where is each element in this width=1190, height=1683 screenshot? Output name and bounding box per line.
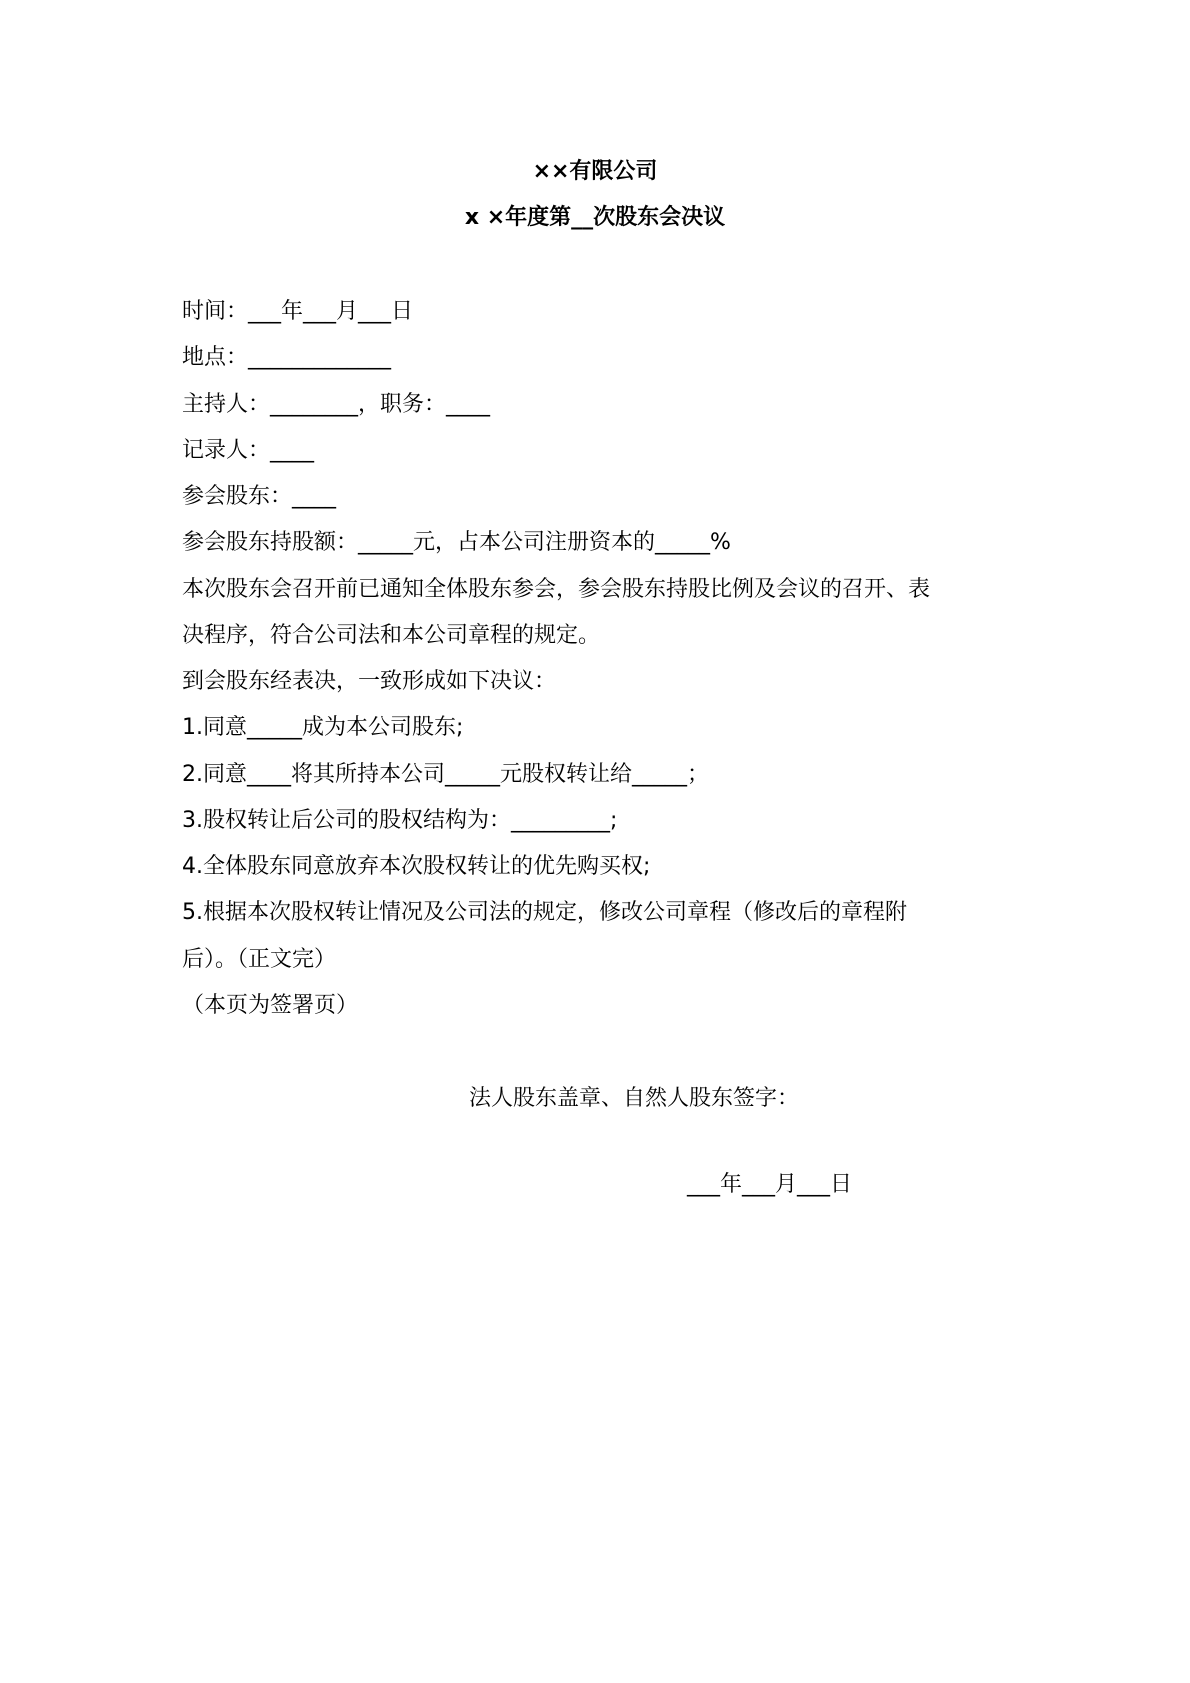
signature-label: 法人股东盖章、自然人股东签字： [469, 1086, 800, 1111]
attending-shareholders-line: 参会股东：____ [182, 484, 337, 509]
notice-paragraph-line-2: 决程序，符合公司法和本公司章程的规定。 [182, 623, 601, 648]
signature-page-note: （本页为签署页） [182, 993, 359, 1018]
recorder-line: 记录人：____ [182, 438, 315, 463]
signature-date: ___年___月___日 [687, 1172, 853, 1197]
resolution-item-3: 3.股权转让后公司的股权结构为：_________; [182, 808, 618, 833]
resolution-item-1: 1.同意_____成为本公司股东; [182, 715, 464, 740]
resolution-item-4: 4.全体股东同意放弃本次股权转让的优先购买权; [182, 854, 651, 879]
vote-intro-line: 到会股东经表决，一致形成如下决议： [182, 669, 557, 694]
resolution-item-2: 2.同意____将其所持本公司_____元股权转让给_____； [182, 762, 709, 787]
notice-paragraph-line-1: 本次股东会召开前已通知全体股东参会，参会股东持股比例及会议的召开、表 [182, 577, 931, 602]
resolution-item-5-line-2: 后）。（正文完） [182, 947, 337, 972]
resolution-item-5-line-1: 5.根据本次股权转让情况及公司法的规定，修改公司章程（修改后的章程附 [182, 900, 907, 925]
meeting-time-line: 时间：___年___月___日 [182, 299, 414, 324]
company-title: ××有限公司 [532, 159, 658, 184]
shareholding-line: 参会股东持股额：_____元，占本公司注册资本的_____% [182, 530, 731, 555]
meeting-location-line: 地点：_____________ [182, 345, 392, 370]
resolution-title: x ×年度第__次股东会决议 [464, 205, 726, 230]
host-line: 主持人：________，职务：____ [182, 392, 491, 417]
